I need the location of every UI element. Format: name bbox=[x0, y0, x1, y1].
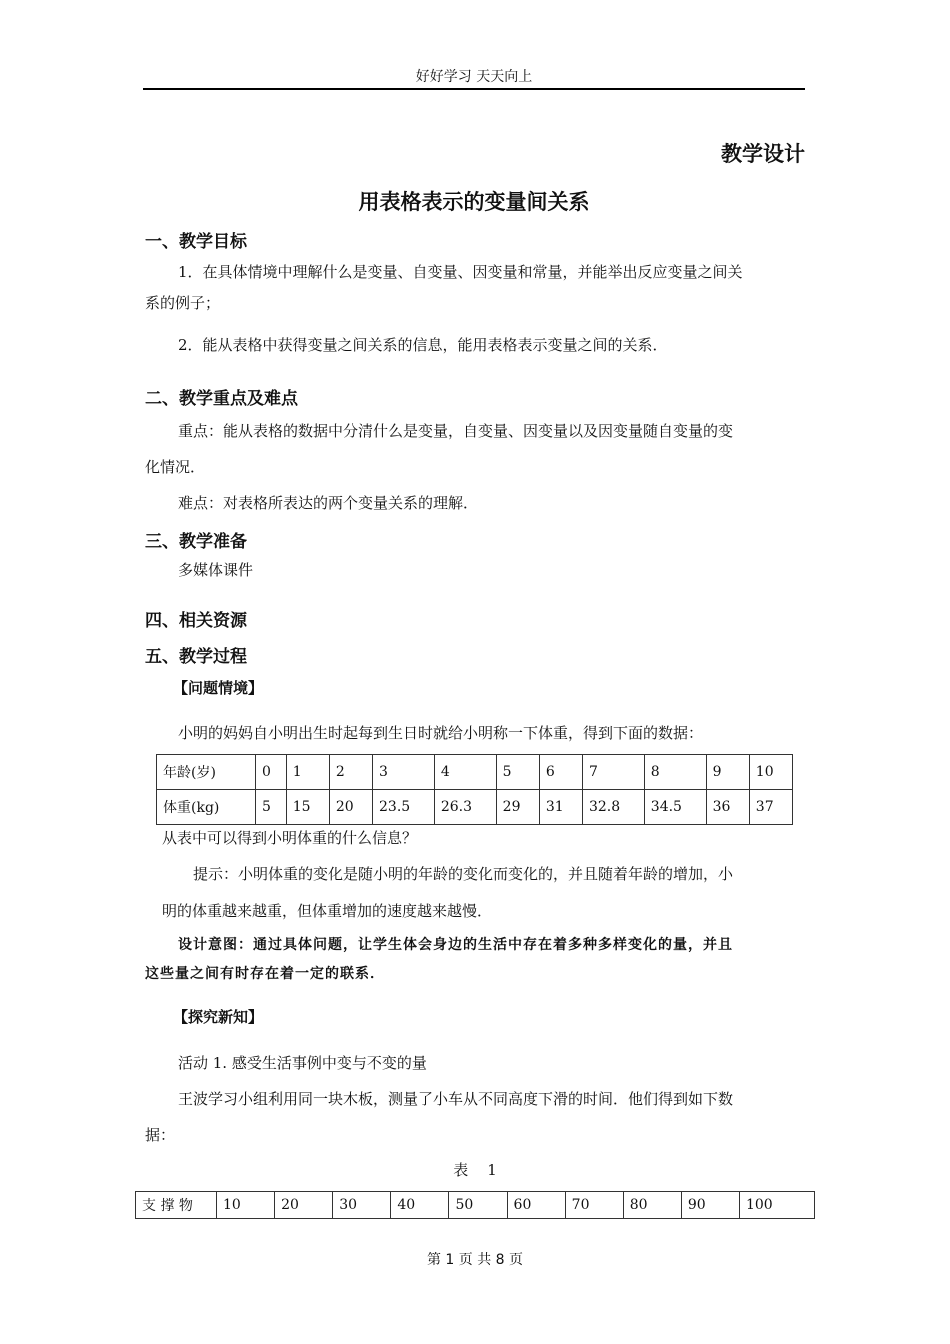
header-divider bbox=[143, 88, 805, 90]
design-intent-line1: 设计意图：通过具体问题，让学生体会身边的生活中存在着多种多样变化的量，并且 bbox=[178, 937, 733, 953]
page-title: 用表格表示的变量间关系 bbox=[358, 190, 590, 214]
table-row bbox=[157, 755, 793, 790]
key-point-line2: 化情况． bbox=[145, 458, 206, 476]
explore-text-line2: 据： bbox=[145, 1126, 176, 1144]
table-cell: 2 bbox=[329, 755, 372, 790]
table-cell: 体重(kg) bbox=[157, 790, 256, 825]
difficulty-point: 难点：对表格所表达的两个变量关系的理解． bbox=[178, 494, 479, 512]
key-point-line1: 重点：能从表格的数据中分清什么是变量，自变量、因变量以及因变量随自变量的变 bbox=[178, 422, 734, 440]
table-cell: 29 bbox=[496, 790, 539, 825]
table-cell: 23.5 bbox=[373, 790, 435, 825]
table-cell: 30 bbox=[333, 1192, 391, 1219]
page-footer: 第 1 页 共 8 页 bbox=[426, 1252, 524, 1268]
table-cell: 15 bbox=[286, 790, 329, 825]
page-header: 好好学习 天天向上 bbox=[415, 69, 533, 85]
table-cell: 年龄(岁) bbox=[157, 755, 256, 790]
table-cell: 70 bbox=[565, 1192, 623, 1219]
table-cell: 支 撑 物 bbox=[136, 1192, 217, 1219]
table-cell: 37 bbox=[749, 790, 792, 825]
problem-label: 【问题情境】 bbox=[173, 679, 264, 697]
activity-1: 活动 1. 感受生活事例中变与不变的量 bbox=[178, 1054, 427, 1072]
slope-table bbox=[135, 1191, 815, 1219]
table-cell: 5 bbox=[256, 790, 287, 825]
table-cell: 0 bbox=[256, 755, 287, 790]
objective-1-line1: 1．在具体情境中理解什么是变量、自变量、因变量和常量，并能举出反应变量之间关 bbox=[178, 263, 743, 281]
table-cell: 10 bbox=[749, 755, 792, 790]
objective-1-line2: 系的例子； bbox=[145, 294, 221, 312]
table-cell: 100 bbox=[739, 1192, 814, 1219]
table-cell: 50 bbox=[449, 1192, 507, 1219]
section-heading-1: 一、教学目标 bbox=[145, 232, 247, 252]
table-row bbox=[136, 1192, 815, 1219]
design-intent-line2: 这些量之间有时存在着一定的联系． bbox=[145, 966, 385, 982]
table-cell: 60 bbox=[507, 1192, 565, 1219]
preparation-content: 多媒体课件 bbox=[178, 561, 254, 579]
table-cell: 4 bbox=[434, 755, 496, 790]
hint-line2: 明的体重越来越重，但体重增加的速度越来越慢． bbox=[162, 902, 493, 920]
table-cell: 5 bbox=[496, 755, 539, 790]
table-cell: 8 bbox=[644, 755, 706, 790]
explore-label: 【探究新知】 bbox=[173, 1008, 264, 1026]
hint-line1: 提示：小明体重的变化是随小明的年龄的变化而变化的，并且随着年龄的增加，小 bbox=[193, 865, 734, 883]
table-cell: 26.3 bbox=[434, 790, 496, 825]
table-cell: 1 bbox=[286, 755, 329, 790]
table-row bbox=[157, 790, 793, 825]
table-cell: 40 bbox=[391, 1192, 449, 1219]
explore-text-line1: 王波学习小组利用同一块木板，测量了小车从不同高度下滑的时间．他们得到如下数 bbox=[178, 1090, 734, 1108]
table-cell: 3 bbox=[373, 755, 435, 790]
table-cell: 20 bbox=[329, 790, 372, 825]
section-heading-4: 四、相关资源 bbox=[145, 611, 247, 631]
table-cell: 31 bbox=[539, 790, 582, 825]
table-cell: 10 bbox=[217, 1192, 275, 1219]
table-cell: 32.8 bbox=[582, 790, 644, 825]
objective-2: 2．能从表格中获得变量之间关系的信息，能用表格表示变量之间的关系． bbox=[178, 336, 668, 354]
table-cell: 6 bbox=[539, 755, 582, 790]
table-cell: 20 bbox=[275, 1192, 333, 1219]
table-cell: 9 bbox=[706, 755, 749, 790]
problem-intro: 小明的妈妈自小明出生时起每到生日时就给小明称一下体重，得到下面的数据： bbox=[178, 724, 704, 742]
table-cell: 80 bbox=[623, 1192, 681, 1219]
table-cell: 34.5 bbox=[644, 790, 706, 825]
weight-table bbox=[156, 754, 793, 825]
section-heading-2: 二、教学重点及难点 bbox=[145, 389, 298, 409]
table-caption: 表 1 bbox=[453, 1161, 497, 1179]
table-cell: 36 bbox=[706, 790, 749, 825]
section-heading-3: 三、教学准备 bbox=[145, 532, 247, 552]
table-cell: 90 bbox=[681, 1192, 739, 1219]
table-cell: 7 bbox=[582, 755, 644, 790]
section-heading-5: 五、教学过程 bbox=[145, 647, 247, 667]
problem-question: 从表中可以得到小明体重的什么信息？ bbox=[162, 829, 418, 847]
document-type: 教学设计 bbox=[721, 142, 805, 166]
